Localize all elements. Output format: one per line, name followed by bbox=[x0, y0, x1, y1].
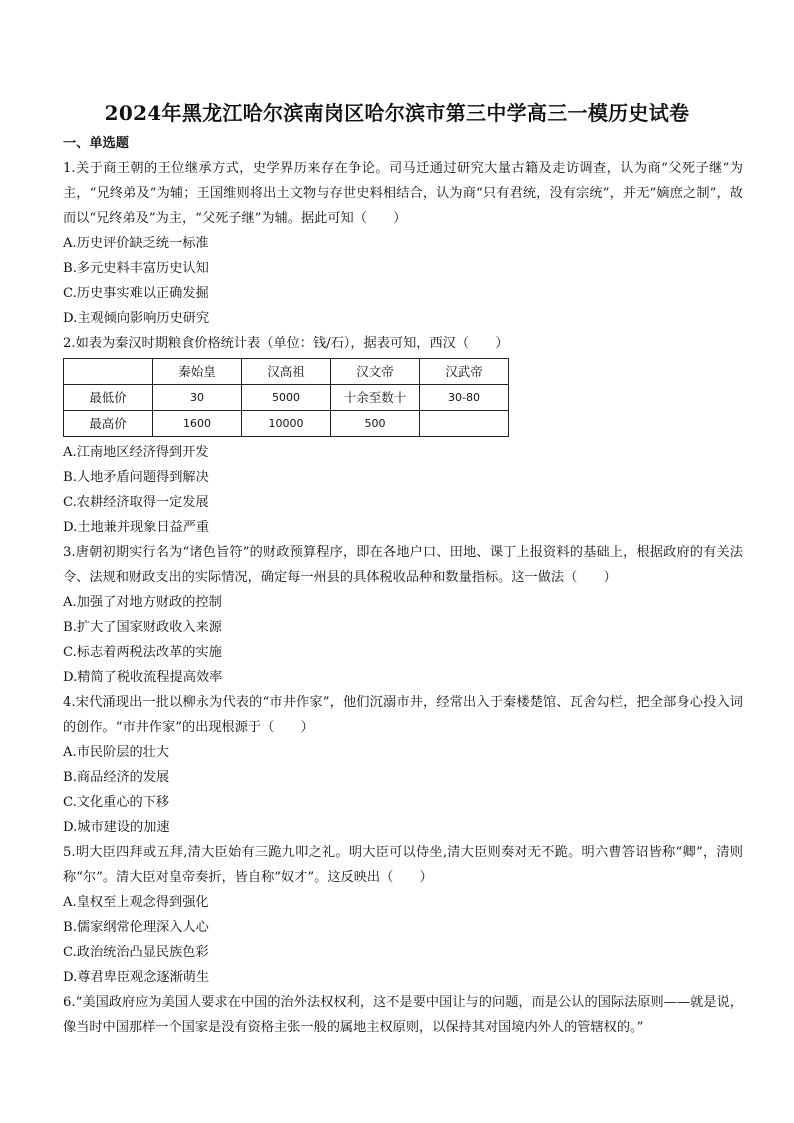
table-header-row bbox=[64, 359, 509, 385]
exam-content bbox=[63, 131, 743, 1040]
question-stem: 4.宋代涌现出一批以柳永为代表的“市井作家”，他们沉溺市井，经常出入于秦楼楚馆、瓦舍勾栏，把全部身心投入词的创作。“市井作家”的出现根源于（ ） bbox=[63, 695, 743, 735]
option-a: A.皇权至上观念得到强化 bbox=[63, 895, 209, 910]
table-header-cell: 汉高祖 bbox=[242, 359, 331, 385]
question-2 bbox=[63, 331, 743, 540]
question-stem: 5.明大臣四拜或五拜,清大臣始有三跪九叩之礼。明大臣可以侍坐,清大臣则奏对无不跪。明六曹答诏皆称“卿”，清则称“尔”。清大臣对皇帝奏折，皆自称“奴才”。这反映出（ ） bbox=[63, 845, 743, 885]
option-b: B.人地矛盾问题得到解决 bbox=[63, 470, 209, 485]
table-cell: 10000 bbox=[242, 411, 331, 437]
table-cell: 十余至数十 bbox=[331, 385, 420, 411]
option-c: C.政治统治凸显民族色彩 bbox=[63, 945, 209, 960]
question-3 bbox=[63, 540, 743, 690]
option-d: D.尊君卑臣观念逐渐萌生 bbox=[63, 970, 210, 985]
table-header-cell: 汉文帝 bbox=[331, 359, 420, 385]
table-row-label: 最高价 bbox=[64, 411, 153, 437]
option-d: D.主观倾向影响历史研究 bbox=[63, 311, 210, 326]
option-c: C.文化重心的下移 bbox=[63, 795, 170, 810]
option-c: C.标志着两税法改革的实施 bbox=[63, 645, 222, 660]
option-b: B.商品经济的发展 bbox=[63, 770, 170, 785]
option-d: D.精简了税收流程提高效率 bbox=[63, 670, 223, 685]
table-row bbox=[64, 385, 509, 411]
table-cell: 5000 bbox=[242, 385, 331, 411]
table-cell: 30-80 bbox=[420, 385, 509, 411]
question-stem: 6.“美国政府应为美国人要求在中国的治外法权权利，这不是要中国让与的问题，而是公认的国际法原则——就是说，像当时中国那样一个国家是没有资格主张一般的属地主权原则，以保持其对国境内外人的管辖权的。” bbox=[63, 995, 743, 1035]
table-cell: 500 bbox=[331, 411, 420, 437]
question-stem: 1.关于商王朝的王位继承方式，史学界历来存在争论。司马迁通过研究大量古籍及走访调查，认为商“父死子继”为主，“兄终弟及”为辅；王国维则将出土文物与存世史料相结合，认为商“只有君统，没有宗统”，并无“嫡庶之制”，故而以“兄终弟及”为主，“父死子继”为辅。据此可知（ ） bbox=[63, 161, 743, 226]
question-5 bbox=[63, 840, 743, 990]
option-c: C.农耕经济取得一定发展 bbox=[63, 495, 209, 510]
option-a: A.江南地区经济得到开发 bbox=[63, 445, 209, 460]
option-b: B.儒家纲常伦理深入人心 bbox=[63, 920, 209, 935]
table-header-cell bbox=[64, 359, 153, 385]
section-heading: 一、单选题 bbox=[63, 136, 129, 151]
table-header-cell: 汉武帝 bbox=[420, 359, 509, 385]
option-b: B.多元史料丰富历史认知 bbox=[63, 261, 209, 276]
question-6 bbox=[63, 990, 743, 1040]
question-stem: 3.唐朝初期实行名为“诸色旨符”的财政预算程序，即在各地户口、田地、课丁上报资料的基础上，根据政府的有关法令、法规和财政支出的实际情况，确定每一州县的具体税收品种和数量指标。这一做法（ ） bbox=[63, 545, 743, 585]
option-c: C.历史事实难以正确发掘 bbox=[63, 286, 209, 301]
question-stem: 2.如表为秦汉时期粮食价格统计表（单位：钱/石），据表可知，西汉（ ） bbox=[63, 336, 509, 351]
question-1 bbox=[63, 156, 743, 331]
question-4 bbox=[63, 690, 743, 840]
table-cell: 30 bbox=[153, 385, 242, 411]
table-cell: 1600 bbox=[153, 411, 242, 437]
table-cell bbox=[420, 411, 509, 437]
option-a: A.加强了对地方财政的控制 bbox=[63, 595, 222, 610]
option-d: D.土地兼并现象日益严重 bbox=[63, 520, 210, 535]
table-row-label: 最低价 bbox=[64, 385, 153, 411]
option-b: B.扩大了国家财政收入来源 bbox=[63, 620, 222, 635]
page-title: 2024年黑龙江哈尔滨南岗区哈尔滨市第三中学高三一模历史试卷 bbox=[104, 101, 690, 125]
table-header-cell: 秦始皇 bbox=[153, 359, 242, 385]
option-a: A.市民阶层的壮大 bbox=[63, 745, 170, 760]
option-d: D.城市建设的加速 bbox=[63, 820, 170, 835]
option-a: A.历史评价缺乏统一标准 bbox=[63, 236, 209, 251]
grain-price-table bbox=[63, 358, 509, 437]
table-row bbox=[64, 411, 509, 437]
